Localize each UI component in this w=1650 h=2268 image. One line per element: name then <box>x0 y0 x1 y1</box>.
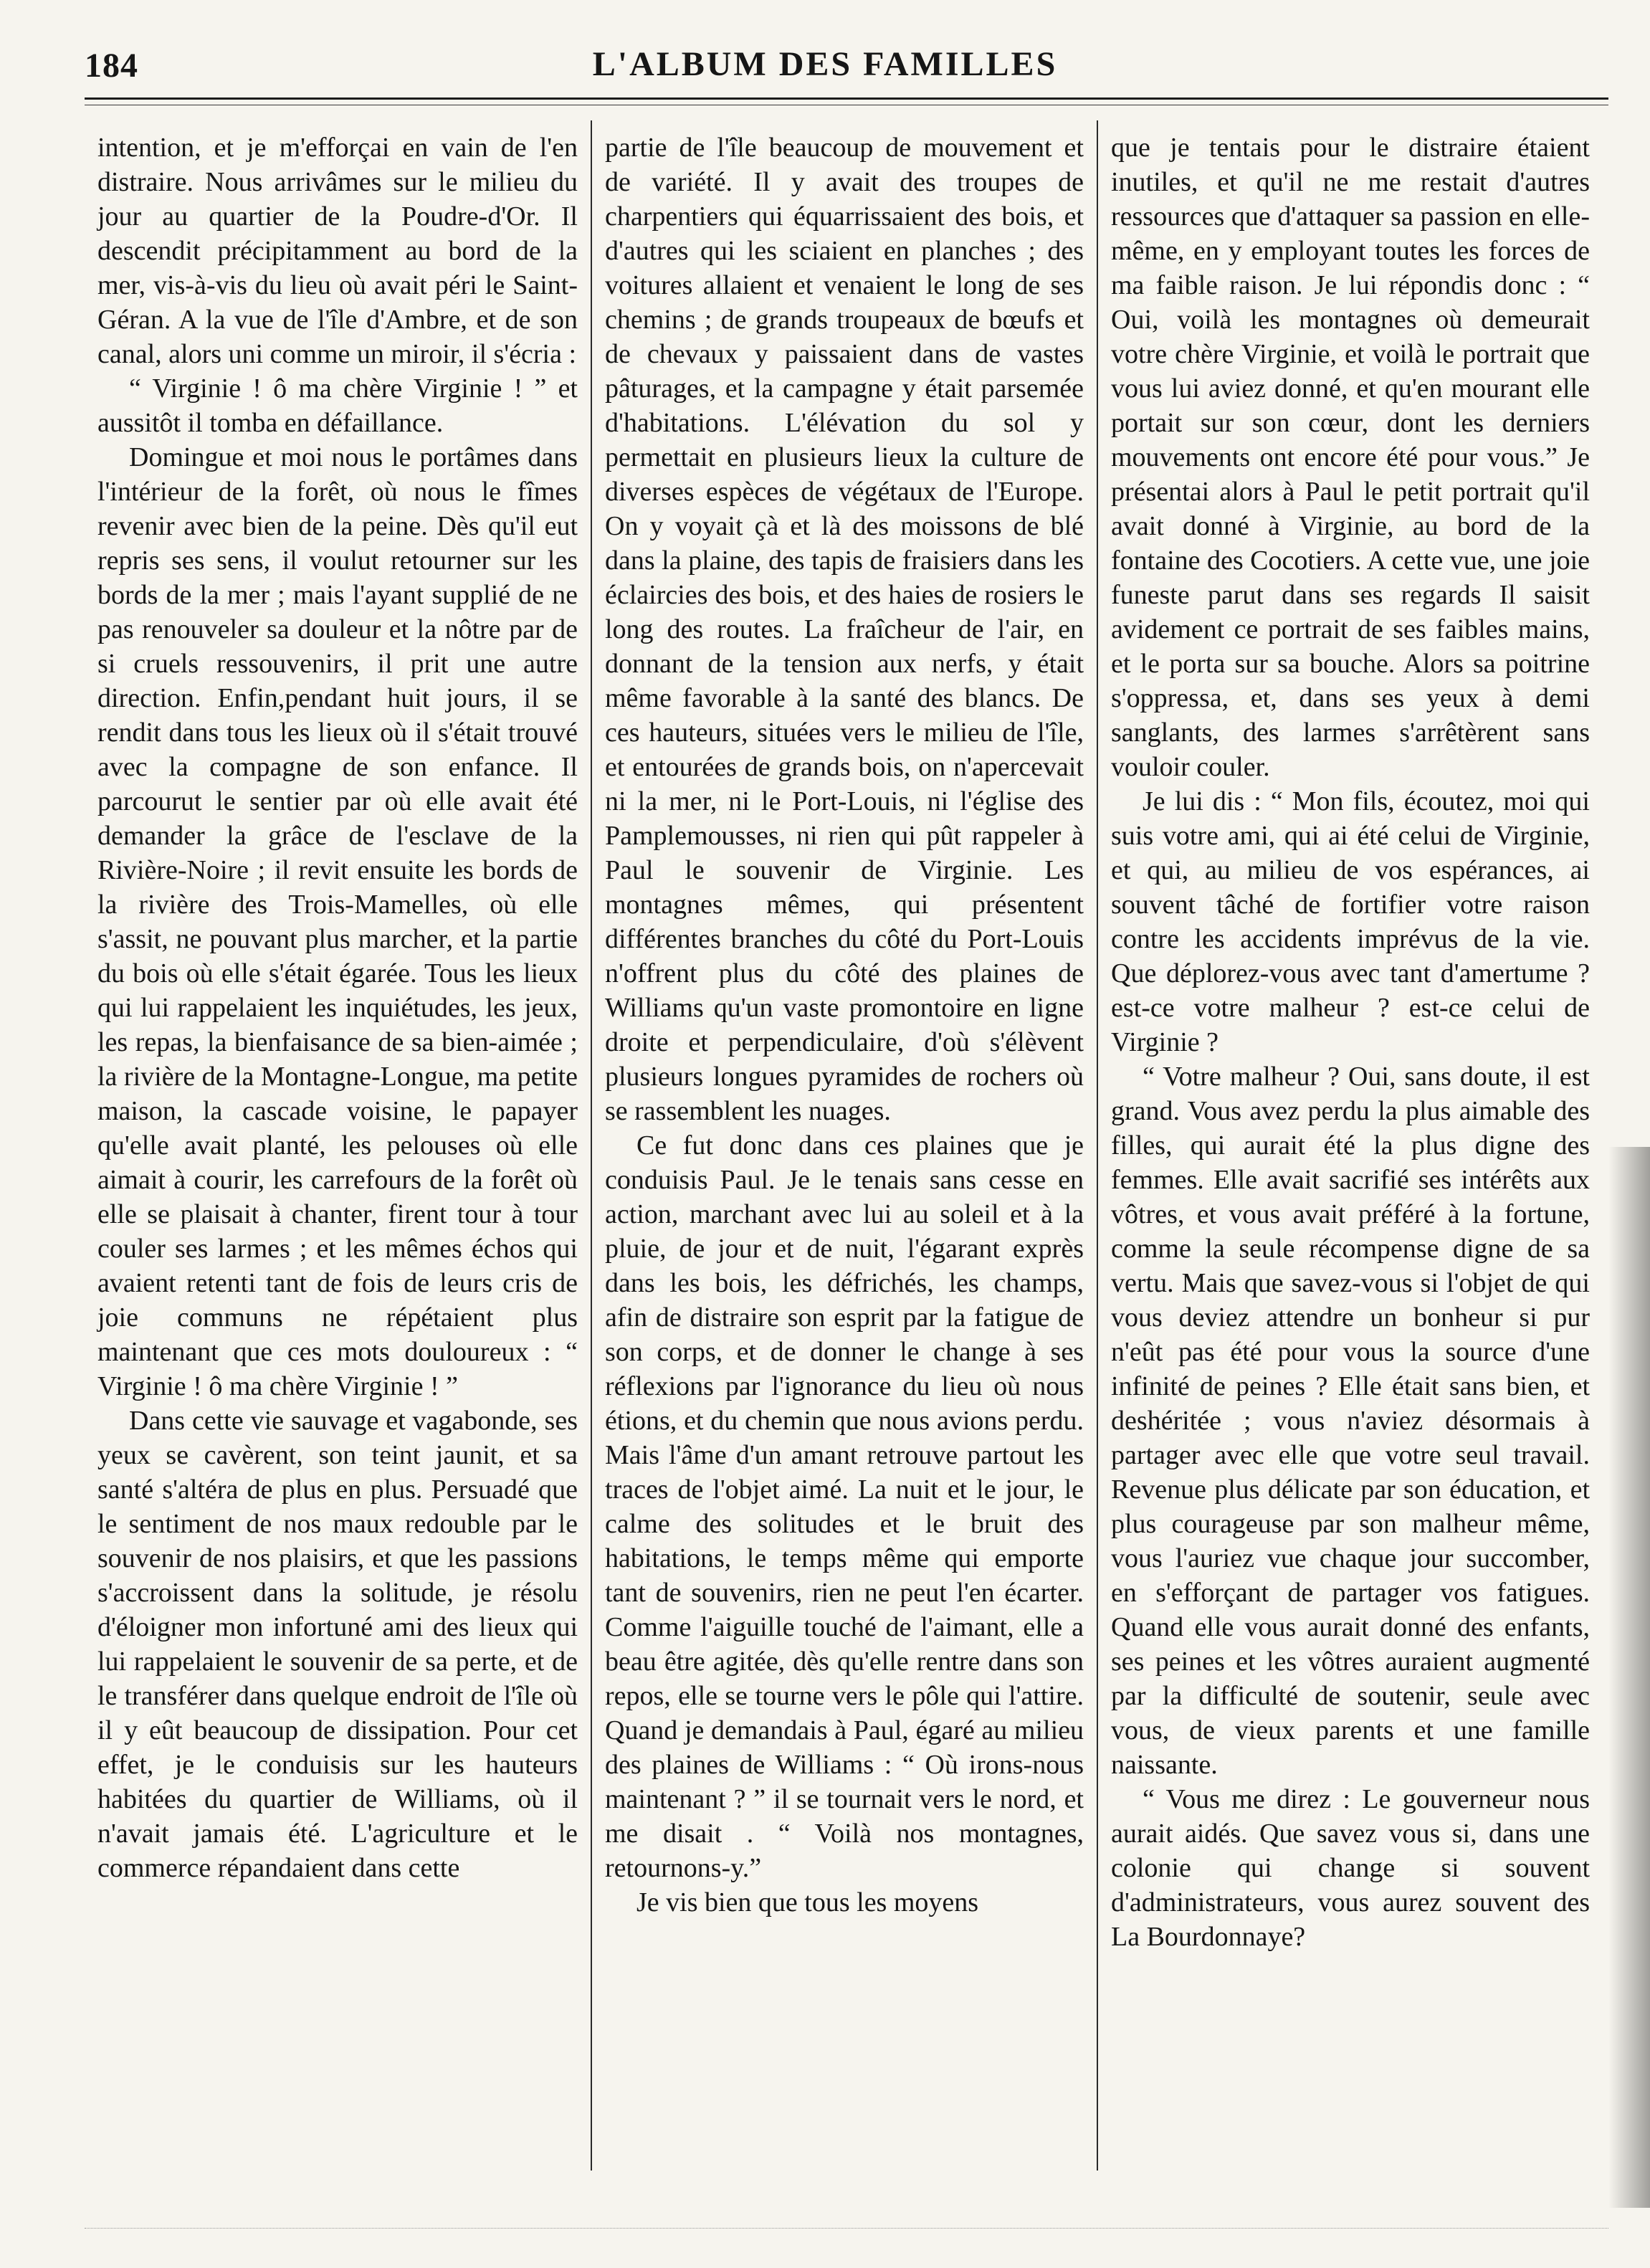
page-number: 184 <box>85 47 138 85</box>
header-rule <box>85 97 1608 100</box>
paragraph: Ce fut donc dans ces plaines que je conduisis Paul. Je le tenais sans cesse en action, marchant avec lui au soleil et à la pluie, de jour et de nuit, l'égarant exprès dans les bois, les défrichés, les champs, afin de distraire son esprit par la fatigue de son corps, et de donner le change à ses réflexions par l'ignorance du lieu où nous étions, et du chemin que nous avions perdu. Mais l'âme d'un amant retrouve partout les traces de l'objet aimé. La nuit et le jour, le calme des solitudes et le bruit des habitations, le temps même qui emporte tant de souvenirs, rien ne peut l'en écarter. Comme l'aiguille touché de l'aimant, elle a beau être agitée, dès qu'elle rentre dans son repos, elle se tourne vers le pôle qui l'attire. Quand je demandais à Paul, égaré au milieu des plaines de Williams : “ Où irons-nous maintenant ? ” il se tournait vers le nord, et me disait . “ Voilà nos montagnes, retournons-y.” <box>605 1130 1084 1883</box>
text-columns <box>85 120 1603 2171</box>
paragraph: Dans cette vie sauvage et vagabonde, ses yeux se cavèrent, son teint jaunit, et sa santé s'altéra de plus en plus. Persuadé que le sentiment de nos maux redouble par le souvenir de nos plaisirs, et que les passions s'accroissent dans la solitude, je résolu d'éloigner mon infortuné ami des lieux qui lui rappelaient le souvenir de sa perte, et de le transférer dans quelque endroit de l'île où il y eût beaucoup de dissipation. Pour cet effet, je le conduisis sur les hauteurs habitées du quartier de Williams, où il n'avait jamais été. L'agriculture et le commerce répandaient dans cette <box>97 1406 578 1883</box>
column-middle <box>591 120 1097 2171</box>
paragraph: Je vis bien que tous les moyens <box>636 1887 979 1917</box>
running-head: L'ALBUM DES FAMILLES <box>592 45 1058 83</box>
paragraph: que je tentais pour le distraire étaient inutiles, et qu'il ne me restait d'autres ressources que d'attaquer sa passion en elle-même, en y employant toutes les forces de ma faible raison. Je lui répondis donc : “ Oui, voilà les montagnes où demeurait votre chère Virginie, et voilà le portrait que vous lui aviez donné, et qu'en mourant elle portait sur son cœur, dont les derniers mouvements ont encore été pour vous.” Je présentai alors à Paul le petit portrait qu'il avait donné à Virginie, au bord de la fontaine des Cocotiers. A cette vue, une joie funeste parut dans ses regards Il saisit avidement ce portrait de ses faibles mains, et le porta sur sa bouche. Alors sa poitrine s'oppressa, et, dans ses yeux à demi sanglants, des larmes s'arrêtèrent sans vouloir couler. <box>1111 133 1590 782</box>
paragraph: Je lui dis : “ Mon fils, écoutez, moi qui suis votre ami, qui ai été celui de Virginie, et qui, au milieu de vos espérances, ai souvent tâché de fortifier votre raison contre les accidents imprévus de la vie. Que déplorez-vous avec tant d'amertume ? est-ce votre malheur ? est-ce celui de Virginie ? <box>1111 786 1590 1057</box>
page-bottom-edge <box>85 2215 1608 2229</box>
paragraph: “ Votre malheur ? Oui, sans doute, il est grand. Vous avez perdu la plus aimable des filles, qui aurait été la plus digne des femmes. Elle avait sacrifié ses intérêts aux vôtres, et vous avait préféré à la fortune, comme la seule récompense digne de sa vertu. Mais que savez-vous si l'objet de qui vous deviez attendre un bonheur si pur n'eût pas été pour vous la source d'une infinité de peines ? Elle était sans bien, et deshéritée ; vous n'aviez désormais à partager avec elle que votre seul travail. Revenue plus délicate par son éducation, et plus courageuse par son malheur même, vous l'auriez vue chaque jour succomber, en s'efforçant de partager vos fatigues. Quand elle vous aurait donné des enfants, ses peines et les vôtres auraient augmenté par la difficulté de soutenir, seule avec vous, de vieux parents et une famille naissante. <box>1111 1062 1590 1780</box>
column-left <box>85 120 591 2171</box>
paragraph: “ Virginie ! ô ma chère Virginie ! ” et aussitôt il tomba en défaillance. <box>97 373 578 438</box>
paragraph: “ Vous me direz : Le gouverneur nous aurait aidés. Que savez vous si, dans une colonie qui change si souvent d'administrateurs, vous aurez souvent des La Bourdonnaye? <box>1111 1784 1590 1952</box>
paragraph: Domingue et moi nous le portâmes dans l'intérieur de la forêt, où nous le fîmes revenir avec bien de la peine. Dès qu'il eut repris ses sens, il voulut retourner sur les bords de la mer ; mais l'ayant supplié de ne pas renouveler sa douleur et la nôtre par de si cruels ressouvenirs, il prit une autre direction. Enfin,pendant huit jours, il se rendit dans tous les lieux où il s'était trouvé avec la compagne de son enfance. Il parcourut le sentier par où elle avait été demander la grâce de l'esclave de la Rivière-Noire ; il revit ensuite les bords de la rivière des Trois-Mamelles, où elle s'assit, ne pouvant plus marcher, et la partie du bois où elle s'était égarée. Tous les lieux qui lui rappelaient les inquiétudes, les jeux, les repas, la bienfaisance de sa bien-aimée ; la rivière de la Montagne-Longue, ma petite maison, la cascade voisine, le papayer qu'elle avait planté, les pelouses où elle aimait à courir, les carrefours de la forêt où elle se plaisait à chanter, firent tour à tour couler ses larmes ; et les mêmes échos qui avaient retenti tant de fois de leurs cris de joie communs ne répétaient plus maintenant que ces mots douloureux : “ Virginie ! ô ma chère Virginie ! ” <box>97 442 578 1401</box>
column-right <box>1097 120 1603 2171</box>
paragraph: intention, et je m'efforçai en vain de l'en distraire. Nous arrivâmes sur le milieu du jour au quartier de la Poudre-d'Or. Il descendit précipitamment au bord de la mer, vis-à-vis du lieu où avait péri le Saint-Géran. A la vue de l'île d'Ambre, et de son canal, alors uni comme un miroir, il s'écria : <box>97 133 578 369</box>
paragraph: partie de l'île beaucoup de mouvement et de variété. Il y avait des troupes de charpentiers qui équarrissaient des bois, et d'autres qui les sciaient en planches ; des voitures allaient et venaient le long de ses chemins ; de grands troupeaux de bœufs et de chevaux y paissaient dans de vastes pâturages, et la campagne y était parsemée d'habitations. L'élévation du sol y permettait en plusieurs lieux la culture de diverses espèces de végétaux de l'Europe. On y voyait çà et là des moissons de blé dans la plaine, des tapis de fraisiers dans les éclaircies des bois, et des haies de rosiers le long des routes. La fraîcheur de l'air, en donnant de la tension aux nerfs, y était même favorable à la santé des blancs. De ces hauteurs, situées vers le milieu de l'île, et entourées de grands bois, on n'apercevait ni la mer, ni le Port-Louis, ni l'église des Pamplemousses, ni rien qui pût rappeler à Paul le souvenir de Virginie. Les montagnes mêmes, qui présentent différentes branches du côté du Port-Louis n'offrent plus du côté des plaines de Williams qu'un vaste promontoire en ligne droite et perpendiculaire, d'où s'élèvent plusieurs longues pyramides de rochers où se rassemblent les nuages. <box>605 133 1084 1126</box>
scan-edge-shadow <box>1608 1147 1650 2208</box>
